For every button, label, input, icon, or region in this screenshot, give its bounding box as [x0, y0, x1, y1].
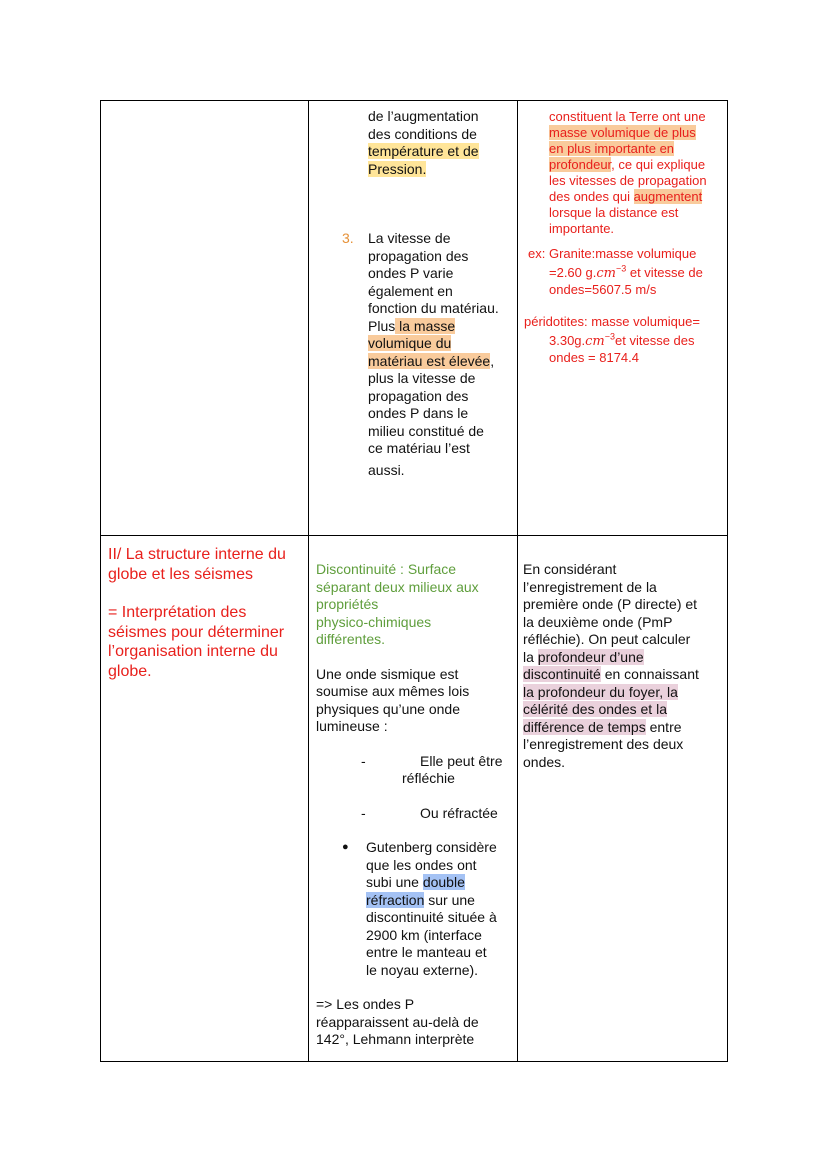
- peridotite-example: péridotites: masse volumique= $3.30g.cm^{-3}et$ vitesse des ondes = 8174.4: [524, 314, 700, 365]
- continuation-text: de l’augmentation des conditions de température et de Pression.: [368, 108, 479, 177]
- highlight-masse: la masse: [395, 318, 455, 334]
- table-row: [101, 101, 728, 536]
- highlight-materiau: matériau est élevée: [368, 352, 491, 369]
- highlight-double: double: [422, 874, 465, 890]
- table-row: [101, 536, 728, 1062]
- table-cell-r1c2: [309, 101, 518, 536]
- highlight-refraction: réfraction: [366, 891, 425, 908]
- table-cell-r1c3: [518, 101, 728, 536]
- wave-paragraph: Une onde sismique est soumise aux mêmes lois physiques qu’une onde lumineuse :: [316, 665, 470, 734]
- table-cell-r2c1: [101, 536, 309, 1062]
- definition-discontinuite: Discontinuité : Surface séparant deux milieux aux propriétés physico-chimiques différentes.: [316, 561, 479, 647]
- list-item-3: 3. La vitesse de propagation des ondes P varie également en fonction du matériau. Plus la masse volumique du matériau est élevée, plus la vitesse de propagation des ondes P dans le milieu constitué de ce matériau l’est aussi.: [342, 230, 499, 478]
- depth-calculation-paragraph: En considérant l’enregistrement de la première onde (P directe) et la deuxième onde (PmP réfléchie). On peut calculer la profondeur d’une discontinuité en connaissant la profondeur du foyer, la célérité des ondes et la différence de temps entre l’enregistrement des deux ondes.: [523, 561, 699, 770]
- granite-example: ex: Granite:masse volumique =2.60 $g.cm^{-3}$ et vitesse de ondes=5607.5 m/s: [528, 246, 703, 297]
- highlight-volumique: volumique du: [368, 335, 452, 351]
- table-cell-r2c2: [309, 536, 518, 1062]
- highlight-temperature: température et de: [368, 143, 479, 159]
- lehmann-paragraph: => Les ondes P réapparaissent au-delà de 142°, Lehmann interprète: [316, 996, 479, 1047]
- section-subtitle: = Interprétation des séismes pour déterminer l’organisation interne du globe.: [108, 604, 285, 680]
- list-item-refractee: - Ou réfractée: [361, 804, 498, 821]
- list-item-gutenberg: ● Gutenberg considère que les ondes ont subi une double réfraction sur une discontinuité située à 2900 km (interface entre le manteau et le noyau externe).: [342, 839, 497, 978]
- density-explanation: constituent la Terre ont une masse volumique de plus en plus importante en profondeur, ce qui explique les vitesses de propagation des ondes qui augmentent lorsque la distance est importante.: [549, 109, 707, 236]
- highlight-pression: Pression.: [368, 160, 427, 177]
- list-item-reflechie: - Elle peut être réfléchie: [361, 752, 503, 786]
- notes-table: [100, 100, 728, 1062]
- table-cell-r1c1: [101, 101, 309, 536]
- section-title: II/ La structure interne du globe et les séismes: [108, 546, 286, 583]
- list-number: 3.: [342, 230, 354, 246]
- table-cell-r2c3: [518, 536, 728, 1062]
